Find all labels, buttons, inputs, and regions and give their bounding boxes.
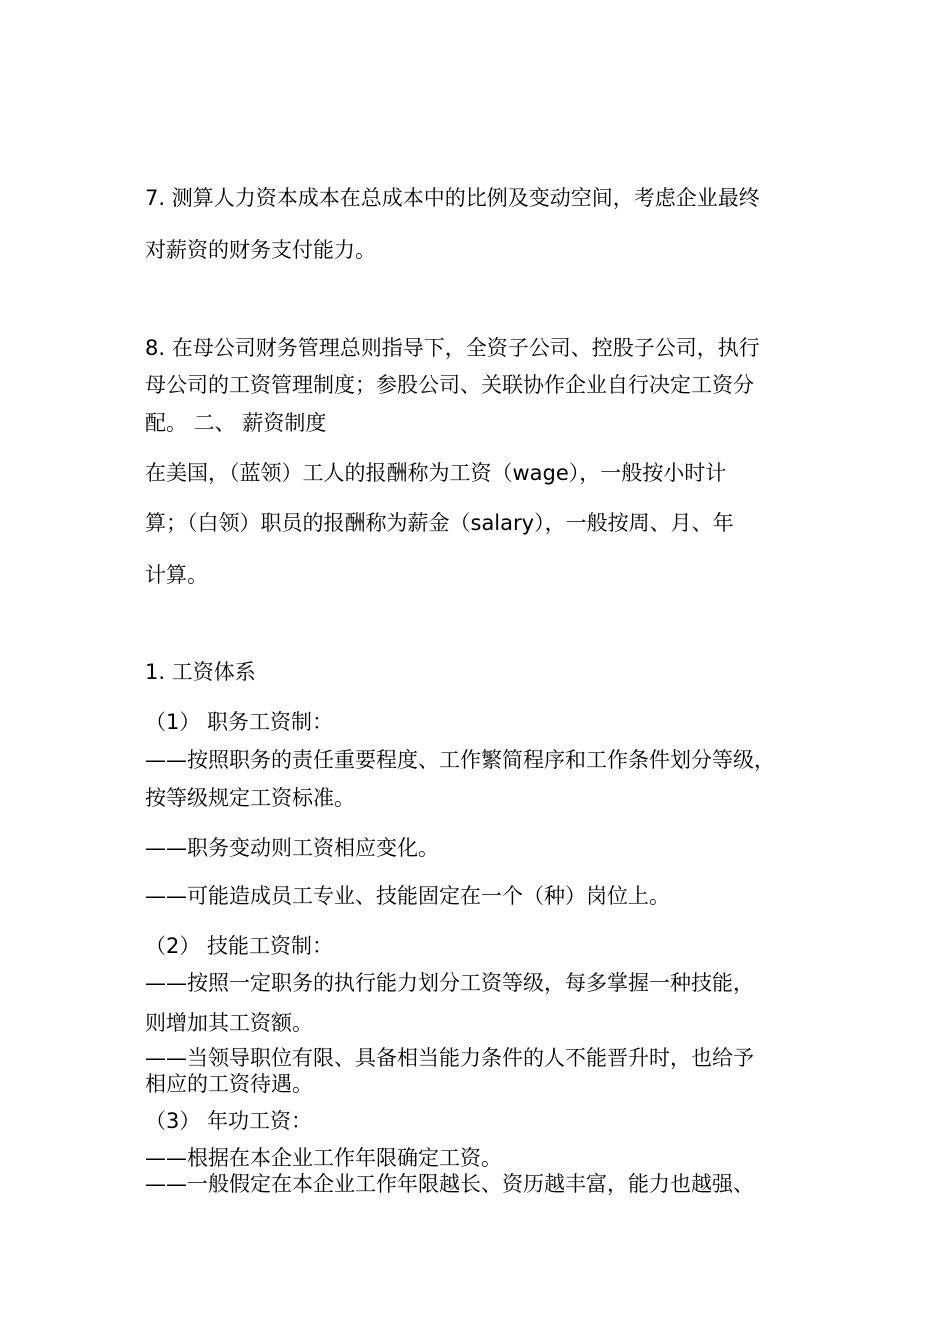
- subsection-heading: （2） 技能工资制：: [145, 934, 334, 958]
- text-line: 配。 二、 薪资制度: [145, 411, 327, 435]
- text-line: 计算。: [145, 563, 208, 587]
- text-line: 则增加其工资额。: [145, 1011, 313, 1035]
- text-line: ——可能造成员工专业、技能固定在一个（种）岗位上。: [145, 884, 670, 908]
- text-line: 8. 在母公司财务管理总则指导下，全资子公司、控股子公司，执行: [145, 336, 760, 360]
- text-line: 对薪资的财务支付能力。: [145, 238, 376, 262]
- text-line: 母公司的工资管理制度；参股公司、关联协作企业自行决定工资分: [145, 373, 754, 397]
- subsection-heading: （3） 年功工资：: [145, 1109, 313, 1133]
- subsection-heading: （1） 职务工资制：: [145, 710, 334, 734]
- text-line: ——按照职务的责任重要程度、工作繁简程序和工作条件划分等级，: [145, 748, 775, 772]
- text-line: 相应的工资待遇。: [145, 1072, 313, 1096]
- text-line: ——职务变动则工资相应变化。: [145, 836, 439, 860]
- text-line: ——根据在本企业工作年限确定工资。: [145, 1146, 502, 1170]
- section-heading: 1. 工资体系: [145, 660, 256, 684]
- text-line: ——当领导职位有限、具备相当能力条件的人不能晋升时，也给予: [145, 1046, 754, 1070]
- text-line: 按等级规定工资标准。: [145, 786, 355, 810]
- text-line: ——按照一定职务的执行能力划分工资等级，每多掌握一种技能，: [145, 971, 754, 995]
- text-line: 算；（白领）职员的报酬称为薪金（salary），一般按周、月、年: [145, 511, 734, 535]
- text-line: 在美国，（蓝领）工人的报酬称为工资（wage），一般按小时计: [145, 461, 727, 485]
- text-line: ——一般假定在本企业工作年限越长、资历越丰富，能力也越强、: [145, 1172, 754, 1196]
- text-line: 7. 测算人力资本成本在总成本中的比例及变动空间，考虑企业最终: [145, 186, 760, 210]
